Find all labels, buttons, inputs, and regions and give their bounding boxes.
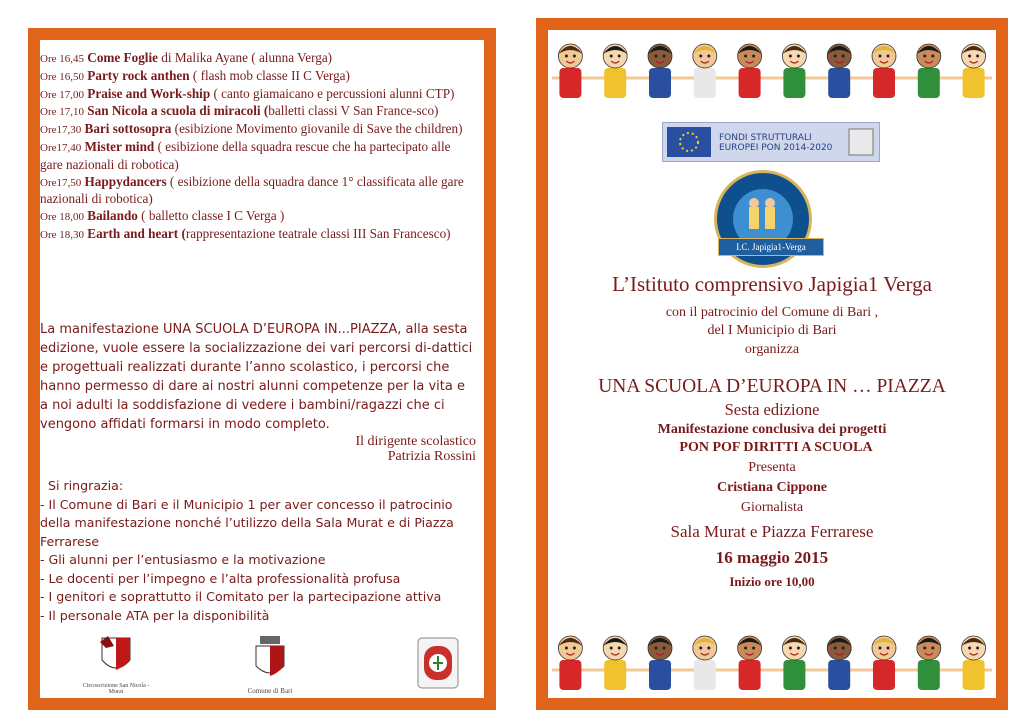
thanks-item: - Il personale ATA per la disponibilità [40, 607, 270, 623]
schedule-title: Praise and Work-ship [87, 85, 211, 101]
child-figure [558, 44, 582, 98]
schedule-time: Ore17,40 [40, 141, 82, 154]
thanks-section [40, 477, 480, 625]
child-figure [962, 44, 986, 98]
schedule-desc: ( balletto classe I C Verga ) [137, 208, 285, 224]
schedule-item [40, 208, 476, 226]
schedule-time: Ore 17,10 [40, 106, 84, 119]
region-emblem-icon [416, 636, 460, 690]
region-logo [416, 636, 460, 690]
schedule-desc: rappresentazione teatrale classi III San Francesco) [185, 225, 451, 241]
schedule-title: San Nicola a scuola di miracoli ( [87, 103, 269, 119]
child-figure [738, 44, 762, 98]
schedule-desc: di Malika Ayane ( alunna Verga) [157, 50, 333, 65]
schedule-item [40, 174, 476, 209]
event-title: UNA SCUOLA D’EUROPA IN … PIAZZA [598, 376, 946, 397]
child-figure [603, 636, 627, 690]
thanks-item: - Il Comune di Bari e il Municipio 1 per aver concesso il patrocinio della manifestazione nonché l’utilizzo della Sala Murat e di Piazza Ferrarese [40, 496, 454, 549]
circoscrizione-logo [80, 634, 152, 695]
schedule-title: Party rock anthen [87, 67, 190, 83]
child-figure [648, 636, 672, 690]
circoscrizione-caption: Circoscrizione San Nicola - Murat [82, 683, 150, 695]
start-time: Inizio ore 10,00 [729, 574, 815, 589]
schedule-item [40, 121, 476, 139]
child-figure [782, 636, 806, 690]
child-figure [603, 44, 627, 98]
schedule-time: Ore 16,45 [40, 53, 84, 65]
schedule-item [40, 86, 476, 104]
seal-label: I.C. Japigia1-Verga [718, 238, 824, 256]
schedule-time: Ore 18,30 [40, 228, 84, 241]
comune-logo [230, 634, 310, 695]
schedule-desc: balletti classi V San France-sco) [268, 103, 439, 119]
thanks-item: - Le docenti per l’impegno e l’alta professionalità profusa [40, 570, 401, 586]
conclusiva-label: Manifestazione conclusiva dei progetti [657, 422, 887, 437]
presenter-role: Giornalista [740, 500, 804, 515]
thanks-title: Si ringrazia: [40, 478, 124, 493]
edition-label: Sesta edizione [724, 400, 820, 419]
child-figure [693, 44, 717, 98]
schedule-desc: ( canto giamaicano e percussioni alunni CTP) [210, 85, 455, 101]
child-figure [827, 636, 851, 690]
schedule-time: Ore17,30 [40, 124, 82, 137]
signature-role: Il dirigente scolastico [355, 434, 476, 449]
child-figure [558, 636, 582, 690]
school-title: L’Istituto comprensivo Japigia1 Verga [612, 272, 932, 296]
left-panel [28, 28, 496, 710]
patron-line-1: con il patrocinio del Comune di Bari , [665, 305, 879, 320]
schedule-item [40, 226, 476, 244]
schedule-desc: ( esibizione della squadra dance 1° classificata alle gare nazionali di robotica) [40, 173, 464, 207]
event-date: 16 maggio 2015 [715, 548, 829, 567]
child-figure [648, 44, 672, 98]
schedule-time: Ore17,50 [40, 176, 82, 189]
child-figure [872, 636, 896, 690]
organizza-label: organizza [744, 342, 800, 357]
schedule-item [40, 50, 476, 68]
patron-line-2: del I Municipio di Bari [707, 323, 837, 338]
child-figure [917, 636, 941, 690]
child-figure [693, 636, 717, 690]
children-illustration-top [548, 38, 996, 102]
venue-label: Sala Murat e Piazza Ferrarese [670, 522, 874, 541]
presenter-name: Cristiana Cippone [716, 480, 828, 495]
child-figure [917, 44, 941, 98]
child-figure [872, 44, 896, 98]
thanks-item: - I genitori e soprattutto il Comitato per la partecipazione attiva [40, 589, 442, 604]
signature-name: Patrizia Rossini [387, 449, 476, 464]
schedule-item [40, 103, 476, 121]
shield-icon [80, 634, 152, 678]
schedule-title: Earth and heart ( [87, 225, 186, 241]
children-flags-icon [548, 38, 996, 102]
children-flags-icon [548, 630, 996, 694]
crest-icon [230, 634, 310, 682]
comune-caption: Comune di Bari [247, 687, 293, 695]
event-description: La manifestazione UNA SCUOLA D’EUROPA IN...PIAZZA, alla sesta edizione, vuole essere la socializzazione dei vari percorsi di-dattici e progettuali realizzati durante l’anno scolastico, i percorsi che hanno permesso di dare ai nostri alunni competenze per la vita e a noi adulti la soddisfazione di vedere i bambini/ragazzi che ci vengono affidati formarsi in modo completo. [40, 322, 473, 432]
pon-label: FONDI STRUTTURALI EUROPEI PON 2014-2020 [719, 133, 833, 153]
pon-banner [662, 122, 880, 162]
description-paragraph [40, 320, 476, 464]
right-panel [536, 18, 1008, 710]
schedule-desc: ( flash mob classe II C Verga) [189, 67, 350, 83]
schedule-title: Happydancers [84, 173, 167, 189]
children-illustration-bottom [548, 630, 996, 694]
presenta-label: Presenta [748, 460, 796, 475]
logos-row [80, 634, 470, 696]
schedule-list [40, 50, 476, 244]
schedule-desc: ( esibizione della squadra rescue che ha partecipato alle gare nazionali di robotica) [40, 138, 451, 172]
schedule-title: Bailando [87, 208, 138, 224]
child-figure [738, 636, 762, 690]
child-figure [962, 636, 986, 690]
projects-label: PON POF DIRITTI A SCUOLA [679, 440, 873, 455]
child-figure [827, 44, 851, 98]
schedule-item [40, 68, 476, 86]
schedule-title: Come Foglie [87, 50, 158, 65]
schedule-time: Ore 16,50 [40, 70, 84, 83]
schedule-item [40, 139, 476, 174]
schedule-title: Mister mind [84, 138, 155, 154]
thanks-item: - Gli alunni per l’entusiasmo e la motivazione [40, 552, 326, 567]
schedule-title: Bari sottosopra [84, 121, 172, 137]
schedule-time: Ore 18,00 [40, 211, 84, 224]
schedule-time: Ore 17,00 [40, 88, 84, 101]
child-figure [782, 44, 806, 98]
schedule-desc: (esibizione Movimento giovanile di Save the children) [171, 121, 463, 137]
